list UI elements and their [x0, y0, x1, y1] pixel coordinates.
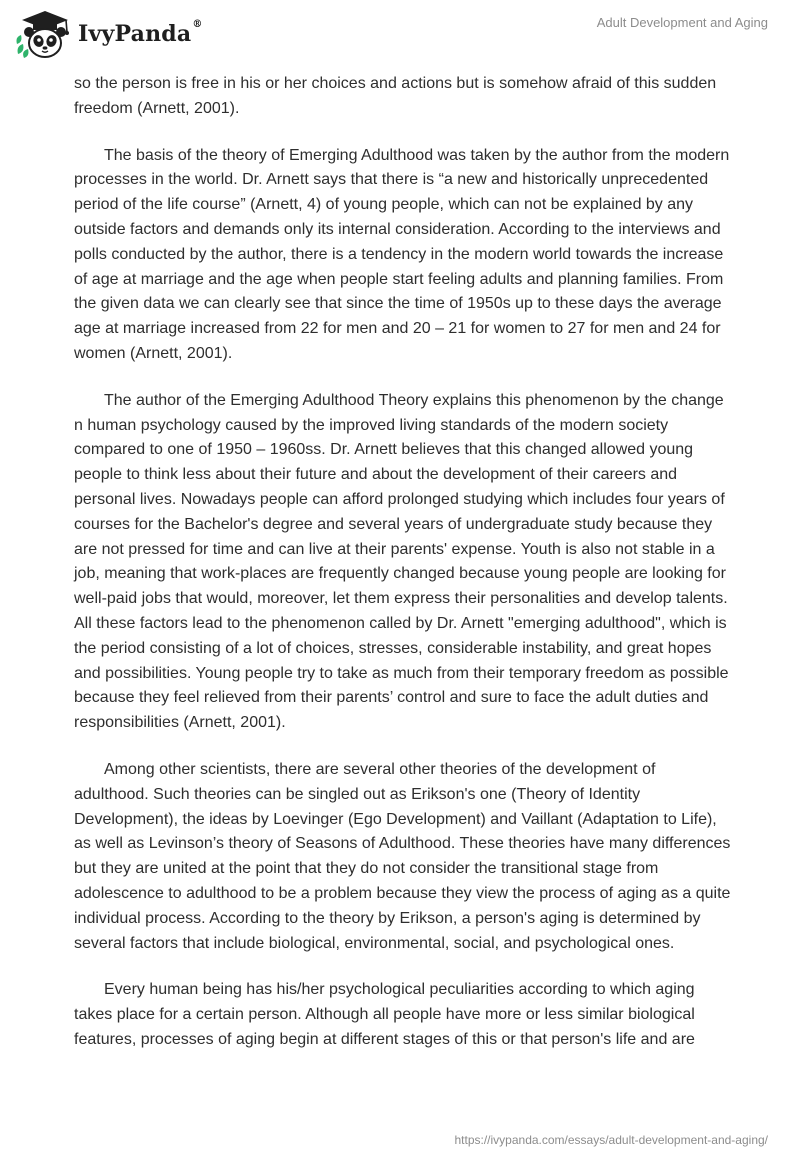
ivypanda-logo[interactable]	[14, 8, 203, 60]
paragraph-4: Among other scientists, there are several other theories of the development of adulthood. Such theories can be singled out as Erikson's one (Theory of Identity Development), the ideas by Loevinger (Ego Development) and Vaillant (Adaptation to Life), as well as Levinson’s theory of Seasons of Adulthood. These theories have many differences but they are united at the point that they do not consider the transitional stage from adolescence to adulthood to be a problem because they view the process of aging as a quite individual process. According to the theory by Erikson, a person's aging is determined by several factors that include biological, environmental, social, and psychological ones.	[74, 760, 731, 952]
panda-graduate-icon	[14, 8, 72, 60]
brand-name: IvyPanda®	[78, 19, 203, 47]
page-header	[0, 0, 800, 70]
registered-mark: ®	[192, 19, 203, 30]
paragraph-5: Every human being has his/her psychological peculiarities according to which aging takes place for a certain person. Although all people have more or less similar biological features, processes of aging begin at different stages of this or that person's life and are	[74, 981, 695, 1048]
source-url-link[interactable]: https://ivypanda.com/essays/adult-development-and-aging/	[454, 1133, 768, 1147]
document-title: Adult Development and Aging	[596, 15, 768, 30]
paragraph-1: so the person is free in his or her choices and actions but is somehow afraid of this sudden freedom (Arnett, 2001).	[74, 75, 717, 117]
essay-body	[74, 72, 734, 1075]
paragraph-2: The basis of the theory of Emerging Adulthood was taken by the author from the modern processes in the world. Dr. Arnett says that there is “a new and historically unprecedented period of the life course” (Arnett, 4) of young people, which can not be explained by any outside factors and demands only its internal consideration. According to the interviews and polls conducted by the author, there is a tendency in the modern world towards the increase of age at marriage and the age when people start feeling adults and planning families. From the given data we can clearly see that since the time of 1950s up to these days the average age at marriage increased from 22 for men and 20 – 21 for women to 27 for men and 24 for women (Arnett, 2001).	[74, 146, 730, 362]
paragraph-3: The author of the Emerging Adulthood Theory explains this phenomenon by the change n human psychology caused by the improved living standards of the modern society compared to one of 1950 – 1960ss. Dr. Arnett believes that this changed allowed young people to think less about their future and about the development of their careers and personal lives. Nowadays people can afford prolonged studying which includes four years of courses for the Bachelor's degree and several years of undergraduate study because they are not pressed for time and can live at their parents' expense. Youth is also not stable in a job, meaning that work-places are frequently changed because young people are looking for well-paid jobs that would, moreover, let them express their personalities and develop talents. All these factors lead to the phenomenon called by Dr. Arnett "emerging adulthood", which is the period consisting of a lot of choices, stresses, considerable instability, and great hopes and possibilities. Young people try to take as much from their temporary freedom as possible because they feel relieved from their parents’ control and sure to face the adult duties and responsibilities (Arnett, 2001).	[74, 391, 729, 732]
